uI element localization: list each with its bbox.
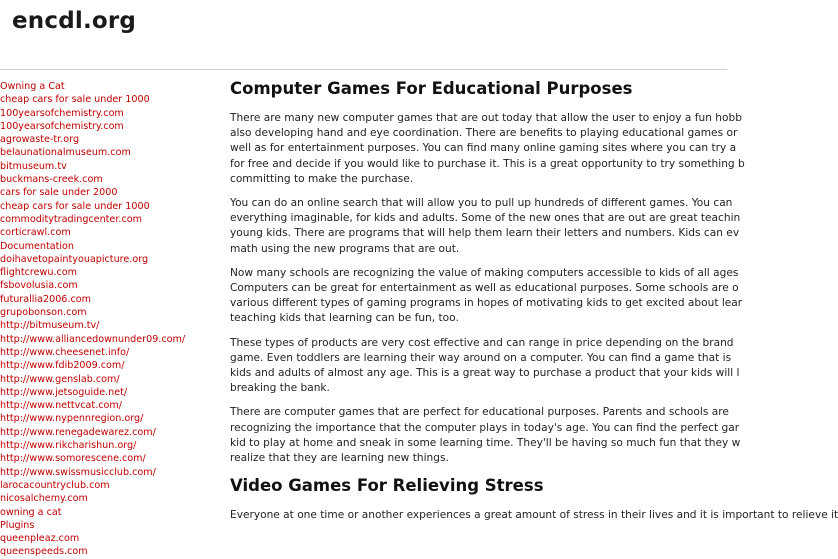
paragraph-line: committing to make the purchase.	[230, 172, 414, 185]
sidebar-link[interactable]: http://www.fdib2009.com/	[0, 360, 125, 372]
paragraph-line: for free and decide if you would like to purchase it. This is a great opportunity to try something b	[230, 157, 745, 170]
sidebar-item	[0, 370, 210, 383]
sidebar-link[interactable]: 100yearsofchemistry.com	[0, 120, 124, 132]
paragraph-line: recognizing the importance that the computer plays in today's age. You can find the perfect gar	[230, 421, 740, 434]
sidebar-item	[0, 130, 210, 146]
sidebar-item	[0, 303, 210, 319]
sidebar-link[interactable]: queenpleaz.com	[0, 533, 80, 545]
paragraph-line: teaching kids that learning can be fun, too.	[230, 312, 459, 325]
paragraph-line: Computers can be great for entertainment as well as educational purposes. Some schools are o	[230, 282, 739, 295]
sidebar-link[interactable]: larocacountryclub.com	[0, 479, 110, 491]
sidebar-link[interactable]: queenspeeds.com	[0, 546, 88, 558]
paragraph-line: various different types of gaming programs in hopes of motivating kids to get excited about lear	[230, 297, 743, 310]
sidebar-item	[0, 263, 210, 279]
sidebar-item	[0, 529, 210, 545]
paragraph-line: These types of products are very cost effective and can range in price depending on the brand	[230, 336, 734, 349]
sidebar-item	[0, 489, 210, 505]
sidebar-link[interactable]: cheap cars for sale under 1000	[0, 200, 150, 212]
sidebar-item	[0, 183, 210, 199]
sidebar-link[interactable]: Plugins	[0, 519, 35, 531]
sidebar-item	[0, 542, 210, 558]
sidebar-item	[0, 330, 210, 343]
sidebar-item	[0, 223, 210, 239]
paragraph-line: young kids. There are programs that will help them learn their letters and numbers. Kids can ev	[230, 227, 740, 240]
sidebar-link[interactable]: cars for sale under 2000	[0, 187, 118, 199]
sidebar-link[interactable]: http://bitmuseum.tv/	[0, 320, 100, 332]
sidebar-item	[0, 316, 210, 332]
sidebar-link[interactable]: futurallia2006.com	[0, 293, 91, 305]
article-heading: Computer Games For Educational Purposes	[230, 79, 633, 98]
sidebar-item	[0, 170, 210, 186]
sidebar-item	[0, 143, 210, 159]
paragraph-line: realize that they are learning new things.	[230, 452, 449, 465]
sidebar-item	[0, 463, 210, 476]
sidebar-item	[0, 409, 210, 425]
paragraph-line: also developing hand and eye coordination. There are benefits to playing educational games or	[230, 127, 738, 140]
paragraph-line: kid to play at home and sneak in some learning time. They'll be having so much fun that they w	[230, 436, 741, 449]
paragraph-line: breaking the bank.	[230, 382, 330, 395]
sidebar-link[interactable]: nicosalchemy.com	[0, 493, 88, 505]
article	[230, 78, 838, 532]
article-paragraph	[230, 196, 741, 257]
sidebar-link[interactable]: belaunationalmuseum.com	[0, 147, 131, 159]
sidebar-link[interactable]: owning a cat	[0, 506, 62, 518]
sidebar-item	[0, 197, 210, 210]
sidebar-link[interactable]: http://www.jetsoguide.net/	[0, 386, 128, 398]
sidebar-item	[0, 356, 210, 372]
sidebar-item	[0, 503, 210, 516]
sidebar-link[interactable]: commoditytradingcenter.com	[0, 213, 142, 225]
sidebar-link[interactable]: http://www.rikcharishun.org/	[0, 440, 137, 452]
sidebar-link[interactable]: fsbovolusia.com	[0, 280, 78, 292]
article-paragraph	[230, 336, 740, 397]
sidebar-link[interactable]: http://www.renegadewarez.com/	[0, 426, 156, 438]
sidebar-link[interactable]: bitmuseum.tv	[0, 160, 67, 172]
paragraph-line: Now many schools are recognizing the value of making computers accessible to kids of all ages	[230, 266, 739, 279]
article-body	[230, 111, 745, 466]
article-paragraph	[230, 405, 741, 466]
site-title[interactable]: encdl.org	[12, 8, 137, 34]
paragraph-line: There are computer games that are perfect for educational purposes. Parents and schools are	[230, 406, 729, 419]
sidebar-item	[0, 383, 210, 396]
sidebar-item	[0, 449, 210, 465]
sidebar-item	[0, 90, 210, 106]
article-subheading: Video Games For Relieving Stress	[230, 476, 544, 496]
sidebar-link-list	[0, 77, 210, 556]
sidebar-link[interactable]: doihavetopaintyouapicture.org	[0, 253, 149, 265]
paragraph-line: kids and adults of almost any age. This is a great way to purchase a product that your kids will l	[230, 367, 740, 380]
paragraph-line: game. Even toddlers are learning their way around on a computer. You can find a game that is	[230, 351, 732, 364]
sidebar-link[interactable]: cheap cars for sale under 1000	[0, 94, 150, 106]
sidebar-item	[0, 476, 210, 489]
sidebar-link[interactable]: corticrawl.com	[0, 227, 71, 239]
sidebar-item	[0, 436, 210, 452]
sidebar-link[interactable]: http://www.alliancedownunder09.com/	[0, 333, 186, 345]
header-divider	[0, 69, 727, 70]
sidebar-item	[0, 104, 210, 117]
sidebar-link[interactable]: Owning a Cat	[0, 81, 65, 92]
sidebar-item	[0, 157, 210, 170]
sidebar-item	[0, 290, 210, 303]
sidebar-link[interactable]: grupobonson.com	[0, 307, 87, 319]
paragraph-line: There are many new computer games that are out today that allow the user to enjoy a fun hobb	[230, 112, 742, 124]
sidebar-item	[0, 117, 210, 130]
article-paragraph	[230, 111, 745, 187]
sidebar-link[interactable]: http://www.swissmusicclub.com/	[0, 466, 156, 478]
sidebar-item	[0, 77, 210, 90]
article-paragraph	[230, 266, 743, 327]
sidebar-link[interactable]: http://www.cheesenet.info/	[0, 346, 130, 358]
sidebar-link[interactable]: agrowaste-tr.org	[0, 134, 80, 146]
sidebar-item	[0, 210, 210, 223]
sidebar-link[interactable]: http://www.somorescene.com/	[0, 453, 146, 465]
sidebar-item	[0, 250, 210, 263]
sidebar-link[interactable]: http://www.nypennregion.org/	[0, 413, 144, 425]
sidebar-link[interactable]: http://www.nettvcat.com/	[0, 400, 122, 412]
sidebar-link[interactable]: buckmans-creek.com	[0, 174, 103, 186]
sidebar-link[interactable]: 100yearsofchemistry.com	[0, 107, 124, 119]
sidebar-item	[0, 396, 210, 412]
sidebar-item	[0, 516, 210, 529]
paragraph-line: math using the new programs that are out.	[230, 242, 460, 255]
paragraph-line: everything imaginable, for kids and adults. Some of the new ones that are out are great teachin	[230, 212, 741, 225]
paragraph-line: You can do an online search that will allow you to pull up hundreds of different games. You can	[230, 197, 733, 210]
sidebar-link[interactable]: Documentation	[0, 240, 74, 252]
article-paragraph-partial: Everyone at one time or another experiences a great amount of stress in their lives and it is important to relieve it	[230, 509, 838, 522]
sidebar-link[interactable]: flightcrewu.com	[0, 267, 78, 279]
sidebar-link[interactable]: http://www.genslab.com/	[0, 373, 120, 385]
paragraph-line: well as for entertainment purposes. You can find many online gaming sites where you can try a	[230, 142, 737, 155]
sidebar-item	[0, 276, 210, 292]
sidebar-item	[0, 237, 210, 250]
sidebar-item	[0, 423, 210, 436]
